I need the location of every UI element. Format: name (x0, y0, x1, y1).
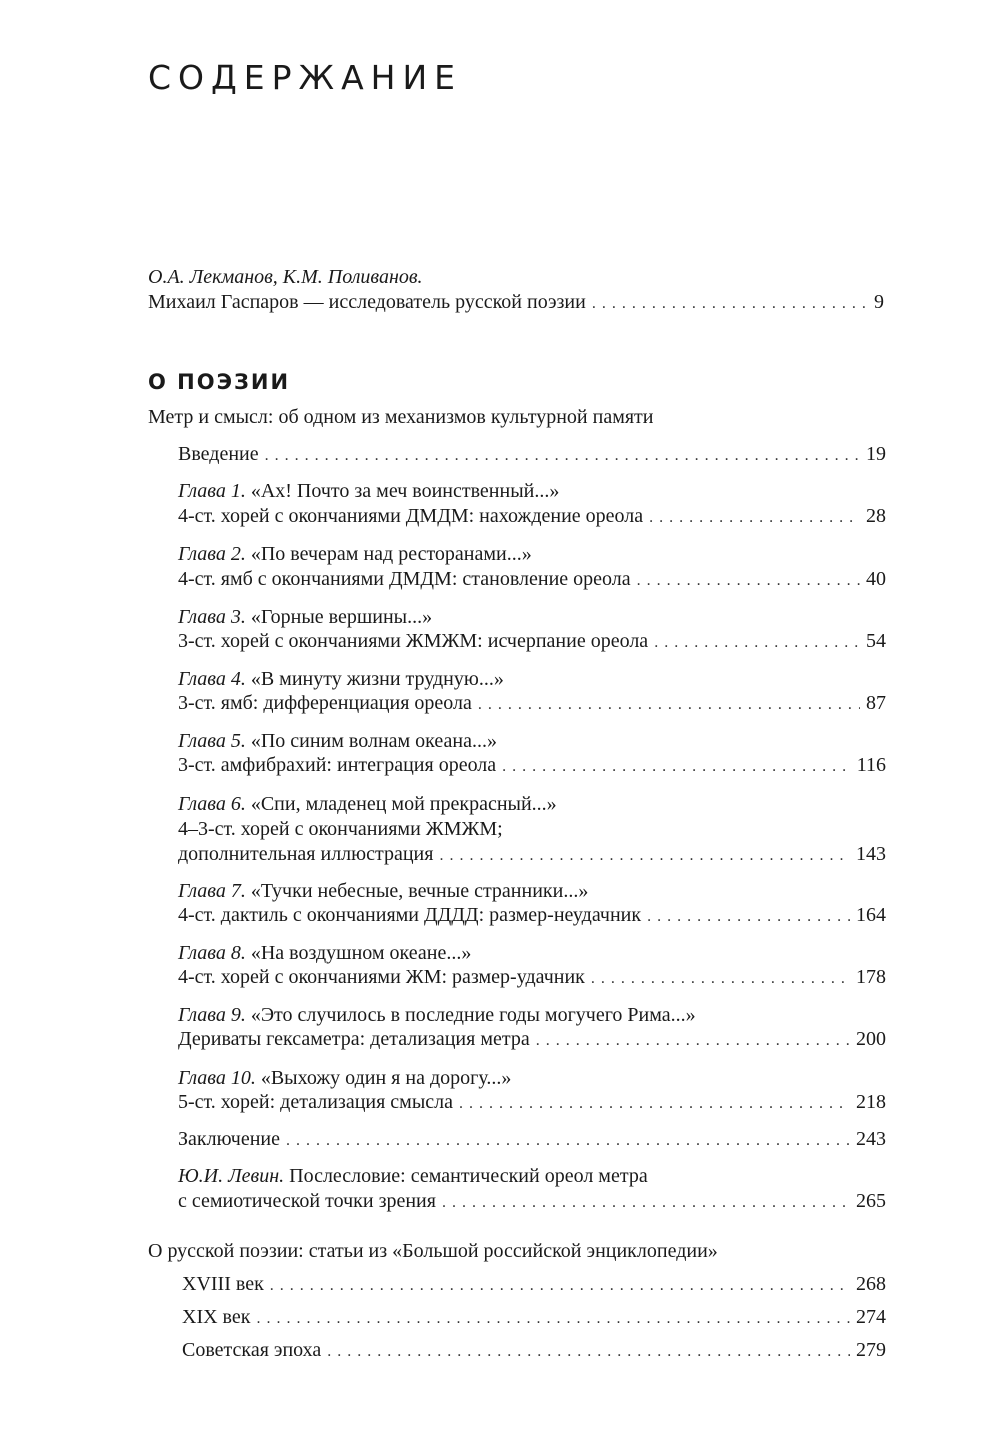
block-title: Метр и смысл: об одном из механизмов культурной памяти (148, 406, 654, 428)
toc-entry-chapter-1[interactable] (178, 502, 886, 530)
toc-entry-title: Советская эпоха (182, 1339, 322, 1361)
dot-leader (327, 1338, 850, 1366)
chapter-quote: «На воздушном океане...» (250, 942, 472, 964)
toc-entry-title: Заключение (178, 1128, 280, 1150)
toc-entry-page: 40 (866, 568, 886, 590)
afterword-heading (178, 1162, 648, 1190)
toc-entry-chapter-2[interactable] (178, 565, 886, 593)
dot-leader (536, 1027, 850, 1055)
dot-leader (654, 629, 860, 657)
chapter-quote: «В минуту жизни трудную...» (250, 668, 504, 690)
toc-entry-title: Михаил Гаспаров — исследователь русской поэзии (148, 291, 586, 313)
chapter-quote: «Ах! Почто за меч воинственный...» (250, 480, 560, 502)
chapter-quote: «Это случилось в последние годы могучего Рима...» (250, 1004, 696, 1026)
toc-entry-title: 4-ст. хорей с окончаниями ДМДМ: нахождение ореола (178, 505, 644, 527)
toc-entry-page: 19 (866, 443, 886, 465)
chapter-label: Глава 2. (178, 543, 246, 565)
toc-entry-chapter-3[interactable] (178, 627, 886, 655)
toc-entry-title: 3-ст. амфибрахий: интеграция ореола (178, 754, 497, 776)
toc-entry-page: 143 (856, 843, 886, 865)
toc-entry-chapter-10[interactable] (178, 1088, 886, 1116)
toc-entry-title: 4-ст. дактиль с окончаниями ДДДД: размер-неудачник (178, 904, 642, 926)
dot-leader (286, 1127, 850, 1155)
toc-entry-title: 3-ст. хорей с окончаниями ЖМЖМ: исчерпание ореола (178, 630, 649, 652)
toc-entry-chapter-8[interactable] (178, 963, 886, 991)
toc-entry-page: 54 (866, 630, 886, 652)
toc-entry-page: 274 (856, 1306, 886, 1328)
dot-leader (442, 1189, 850, 1217)
toc-entry-page: 164 (856, 904, 886, 926)
toc-entry-page: 116 (856, 754, 886, 776)
dot-leader (459, 1090, 850, 1118)
chapter-label: Глава 7. (178, 880, 246, 902)
intro-authors: О.А. Лекманов, К.М. Поливанов. (148, 266, 423, 288)
chapter-heading (178, 477, 559, 505)
toc-entry-page: 87 (866, 692, 886, 714)
dot-leader (270, 1272, 850, 1300)
toc-entry-chapter-6[interactable] (178, 840, 886, 868)
afterword-author: Ю.И. Левин. (178, 1165, 285, 1187)
chapter-label: Глава 4. (178, 668, 246, 690)
chapter-label: Глава 8. (178, 942, 246, 964)
dot-leader (265, 442, 860, 470)
chapter-label: Глава 10. (178, 1067, 256, 1089)
dot-leader (637, 567, 860, 595)
toc-entry-conclusion[interactable] (178, 1125, 886, 1153)
toc-entry-chapter-7[interactable] (178, 901, 886, 929)
toc-entry-title: Введение (178, 443, 259, 465)
toc-entry-19th-century[interactable] (182, 1303, 886, 1331)
dot-leader (649, 504, 860, 532)
section-heading: О ПОЭЗИИ (148, 370, 291, 394)
toc-entry-page: 178 (856, 966, 886, 988)
chapter-quote: «Тучки небесные, вечные странники...» (250, 880, 589, 902)
toc-entry-chapter-4[interactable] (178, 689, 886, 717)
toc-entry-title: 3-ст. ямб: дифференциация ореола (178, 692, 472, 714)
chapter-quote: «По синим волнам океана...» (250, 730, 497, 752)
chapter-label: Глава 1. (178, 480, 246, 502)
toc-entry-18th-century[interactable] (182, 1270, 886, 1298)
toc-entry-soviet-era[interactable] (182, 1336, 886, 1364)
toc-entry-page: 279 (856, 1339, 886, 1361)
dot-leader (591, 965, 850, 993)
chapter-heading (178, 540, 532, 568)
toc-entry-intro[interactable] (148, 288, 884, 316)
toc-entry-title: дополнительная иллюстрация (178, 843, 434, 865)
toc-entry-title: Дериваты гексаметра: детализация метра (178, 1028, 530, 1050)
toc-entry-page: 243 (856, 1128, 886, 1150)
chapter-quote: «Горные вершины...» (250, 606, 433, 628)
chapter-label: Глава 3. (178, 606, 246, 628)
toc-entry-page: 218 (856, 1091, 886, 1113)
toc-entry-introduction[interactable] (178, 440, 886, 468)
toc-entry-page: 265 (856, 1190, 886, 1212)
toc-entry-page: 28 (866, 505, 886, 527)
chapter-quote: «Выхожу один я на дорогу...» (260, 1067, 512, 1089)
chapter-heading (178, 790, 557, 818)
chapter-label: Глава 9. (178, 1004, 246, 1026)
toc-entry-chapter-5[interactable] (178, 751, 886, 779)
toc-entry-page: 268 (856, 1273, 886, 1295)
toc-entry-title: 5-ст. хорей: детализация смысла (178, 1091, 454, 1113)
chapter-label: Глава 5. (178, 730, 246, 752)
dot-leader (478, 691, 860, 719)
afterword-title-line: Послесловие: семантический ореол метра (289, 1165, 648, 1187)
dot-leader (592, 290, 868, 318)
dot-leader (647, 903, 850, 931)
dot-leader (256, 1305, 850, 1333)
dot-leader (439, 842, 850, 870)
chapter-label: Глава 6. (178, 793, 246, 815)
block-title: О русской поэзии: статьи из «Большой российской энциклопедии» (148, 1240, 718, 1262)
toc-entry-afterword[interactable] (178, 1187, 886, 1215)
toc-entry-title: XIX век (182, 1306, 251, 1328)
toc-entry-page: 9 (874, 291, 884, 313)
toc-entry-title: 4-ст. ямб с окончаниями ДМДМ: становление ореола (178, 568, 631, 590)
toc-entry-chapter-9[interactable] (178, 1025, 886, 1053)
chapter-quote: «Спи, младенец мой прекрасный...» (250, 793, 557, 815)
toc-entry-title: с семиотической точки зрения (178, 1190, 436, 1212)
dot-leader (502, 753, 851, 781)
toc-entry-page: 200 (856, 1028, 886, 1050)
toc-entry-title: XVIII век (182, 1273, 264, 1295)
chapter-quote: «По вечерам над ресторанами...» (250, 543, 532, 565)
page-title: СОДЕРЖАНИЕ (148, 58, 463, 97)
toc-entry-title: 4-ст. хорей с окончаниями ЖМ: размер-удачник (178, 966, 585, 988)
chapter-subtitle-line: 4–3-ст. хорей с окончаниями ЖМЖМ; (178, 818, 503, 840)
